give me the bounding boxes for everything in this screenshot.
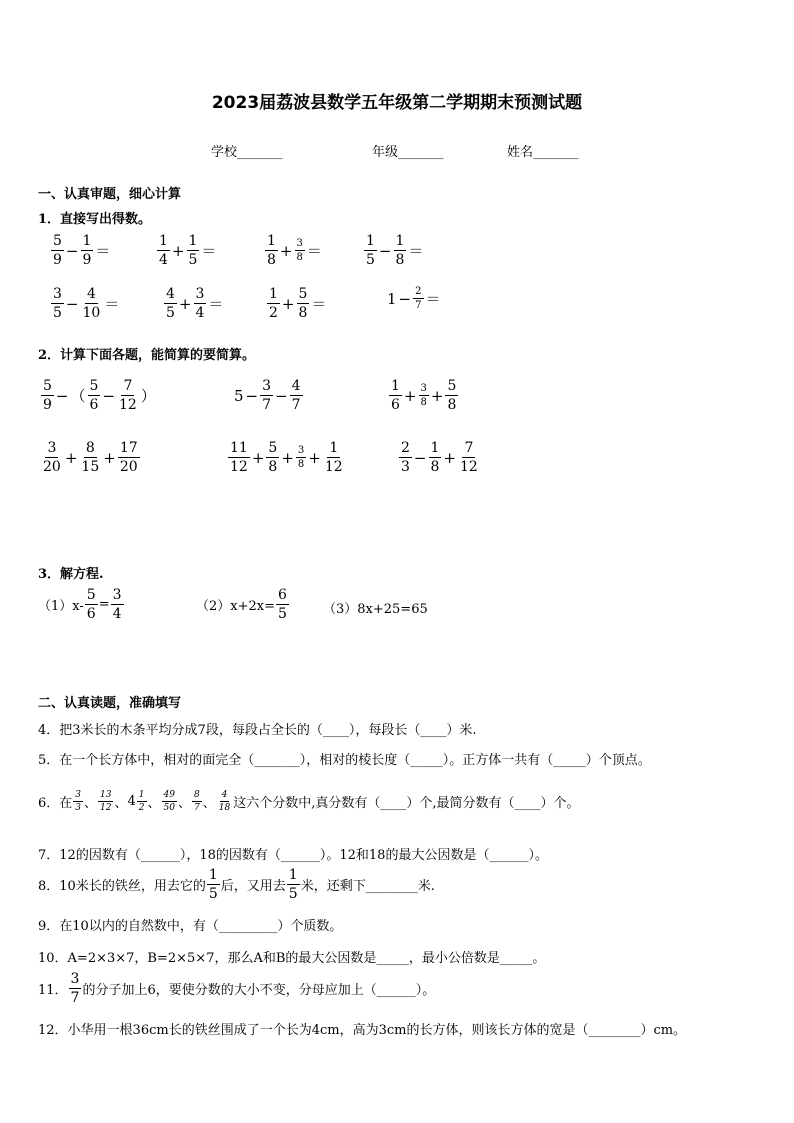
fraction (162, 790, 177, 813)
fraction (51, 286, 64, 321)
parenthesis: （ (70, 387, 86, 405)
q6 (38, 790, 579, 813)
numerator: 4 (221, 790, 228, 800)
denominator: 7 (194, 803, 200, 813)
equals-sign: ＝ (95, 242, 111, 260)
question-text: 后，又用去 (220, 879, 286, 894)
fraction (41, 440, 63, 475)
denominator: 20 (119, 459, 138, 475)
fraction (265, 233, 278, 268)
fraction (260, 378, 273, 413)
numerator: 5 (53, 233, 62, 249)
numerator: 5 (298, 286, 308, 302)
denominator: 8 (296, 252, 303, 263)
fraction (81, 286, 103, 321)
fraction (85, 587, 98, 622)
equals-sign: ＝ (201, 242, 217, 260)
fraction (164, 286, 177, 321)
fraction (111, 587, 124, 622)
fraction (276, 587, 289, 622)
denominator: 4 (195, 305, 205, 321)
denominator: 8 (298, 305, 308, 321)
numerator: 13 (100, 790, 112, 800)
denominator: 5 (53, 305, 62, 321)
equation-prefix: （1）x- (38, 599, 84, 614)
fraction (73, 790, 83, 813)
fraction (323, 440, 345, 475)
q2-expression-4 (40, 440, 141, 475)
whole-number: 4 (127, 794, 136, 809)
fraction (228, 440, 250, 475)
q9: 9．在10以内的自然数中，有（_________）个质数。 (38, 919, 343, 934)
page-title: 2023届荔波县数学五年级第二学期期末预测试题 (211, 93, 583, 113)
numerator: 1 (82, 233, 92, 249)
operator: + (171, 241, 185, 260)
question-text: 米，还剩下________米. (300, 879, 435, 894)
denominator: 9 (43, 397, 52, 413)
numerator: 3 (195, 286, 205, 302)
separator: 、 (147, 796, 161, 811)
operator: + (430, 386, 444, 405)
fraction (194, 286, 207, 321)
numerator: 1 (288, 867, 298, 883)
denominator: 3 (75, 803, 82, 813)
question-text: 的分子加上6，要使分数的大小不变，分母应加上（______）。 (82, 983, 436, 998)
numerator: 1 (159, 233, 168, 249)
denominator: 5 (208, 886, 218, 902)
fraction (118, 440, 140, 475)
operator: + (403, 386, 417, 405)
numerator: 2 (415, 286, 422, 297)
denominator: 4 (159, 252, 168, 268)
denominator: 9 (53, 252, 62, 268)
fraction (217, 790, 232, 813)
q3-title: 3．解方程. (38, 567, 104, 582)
denominator: 9 (82, 252, 92, 268)
denominator: 12 (460, 459, 478, 475)
numerator: 3 (262, 378, 272, 394)
q3-equation-2 (196, 587, 290, 622)
q8 (38, 867, 435, 902)
denominator: 4 (112, 606, 122, 622)
denominator: 8 (420, 397, 427, 408)
operator: − (275, 386, 288, 405)
question-text: 这六个分数中,真分数有（____）个,最简分数有（____）个。 (233, 796, 580, 811)
denominator: 8 (268, 459, 278, 475)
equals-sign: ＝ (311, 295, 327, 313)
operator: − (102, 386, 116, 405)
q2-expression-5 (227, 440, 346, 475)
equals-sign: ＝ (208, 295, 224, 313)
numerator: 5 (268, 440, 278, 456)
denominator: 12 (100, 803, 112, 813)
fraction (69, 971, 82, 1006)
q2-expression-2 (233, 378, 304, 413)
numerator: 1 (395, 233, 405, 249)
q3-equation-3: （3）8x+25=65 (323, 602, 428, 617)
q2-expression-3 (388, 378, 459, 413)
equals-sign: ＝ (408, 242, 424, 260)
fraction (419, 383, 429, 408)
numerator: 3 (47, 440, 57, 456)
school-field: 学校_______ (211, 145, 283, 160)
denominator: 8 (447, 397, 457, 413)
numerator: 3 (296, 238, 303, 249)
numerator: 1 (188, 233, 198, 249)
operator: − (378, 241, 392, 260)
denominator: 5 (278, 606, 287, 622)
equals-sign: = (98, 597, 110, 612)
denominator: 5 (288, 886, 298, 902)
fraction (51, 233, 64, 268)
denominator: 15 (81, 459, 100, 475)
numerator: 6 (278, 587, 287, 603)
numerator: 17 (119, 440, 138, 456)
operator: + (178, 294, 192, 313)
operator: − (413, 448, 427, 467)
q1-title: 1．直接写出得数。 (38, 212, 152, 227)
question-text: 6．在 (38, 796, 73, 811)
numerator: 4 (291, 378, 301, 394)
denominator: 18 (218, 803, 231, 813)
fraction (117, 378, 139, 413)
equals-sign: ＝ (425, 290, 441, 308)
numerator: 11 (230, 440, 248, 456)
equals-sign: ＝ (306, 242, 322, 260)
q1-item (156, 233, 217, 268)
denominator: 7 (415, 300, 422, 311)
q2-expression-6 (398, 440, 481, 475)
q1-row-2 (50, 286, 480, 328)
fraction (295, 238, 305, 263)
numerator: 1 (391, 378, 400, 394)
numerator: 7 (123, 378, 133, 394)
separator: 、 (114, 796, 128, 811)
grade-field: 年级_______ (372, 145, 444, 160)
fraction (297, 286, 310, 321)
numerator: 1 (329, 440, 339, 456)
operator: + (251, 448, 265, 467)
denominator: 3 (401, 459, 410, 475)
q1-item (50, 286, 120, 321)
numerator: 3 (75, 790, 82, 800)
numerator: 4 (86, 286, 96, 302)
numerator: 49 (163, 790, 175, 800)
denominator: 10 (82, 305, 101, 321)
denominator: 12 (324, 459, 343, 475)
fraction (287, 867, 300, 902)
numerator: 1 (269, 286, 278, 302)
numerator: 7 (464, 440, 474, 456)
numerator: 3 (53, 286, 62, 302)
numerator: 3 (297, 445, 305, 456)
denominator: 20 (43, 459, 61, 475)
fraction (399, 440, 412, 475)
fraction (81, 233, 94, 268)
numerator: 1 (366, 233, 375, 249)
denominator: 12 (119, 397, 137, 413)
numerator: 1 (430, 440, 440, 456)
numerator: 3 (420, 383, 427, 394)
denominator: 2 (138, 803, 145, 813)
numerator: 5 (89, 378, 99, 394)
denominator: 8 (267, 252, 276, 268)
fraction (207, 867, 220, 902)
operator: − (245, 386, 259, 405)
q2-title: 2．计算下面各题，能简算的要简算。 (38, 348, 256, 363)
fraction (88, 378, 101, 413)
operator: − (65, 241, 79, 260)
operator: + (279, 241, 293, 260)
whole-number: 1 (387, 289, 397, 308)
separator: 、 (84, 796, 98, 811)
question-text: 8．10米长的铁丝，用去它的 (38, 879, 206, 894)
fraction (458, 440, 480, 475)
operator: + (281, 294, 295, 313)
numerator: 3 (70, 971, 80, 987)
fraction (389, 378, 402, 413)
operator: + (281, 448, 294, 467)
fraction (394, 233, 407, 268)
numerator: 8 (194, 790, 200, 800)
separator: 、 (177, 796, 191, 811)
equation-prefix: （2）x+2x= (196, 599, 275, 614)
q1-item (363, 233, 424, 268)
question-number: 11． (38, 983, 68, 998)
numerator: 1 (208, 867, 218, 883)
fraction (296, 445, 306, 470)
numerator: 5 (43, 378, 52, 394)
q12: 12．小华用一根36cm长的铁丝围成了一个长为4cm，高为3cm的长方体，则该长方体的宽是（________）cm。 (38, 1023, 687, 1038)
q1-item (264, 233, 323, 268)
denominator: 7 (70, 990, 80, 1006)
q1-item (386, 286, 442, 311)
numerator: 5 (447, 378, 457, 394)
denominator: 12 (230, 459, 248, 475)
denominator: 5 (166, 305, 175, 321)
fraction (445, 378, 458, 413)
fraction (98, 790, 113, 813)
numerator: 5 (86, 587, 96, 603)
fraction (267, 286, 280, 321)
separator: 、 (202, 796, 216, 811)
denominator: 6 (89, 397, 99, 413)
section-1-heading: 一、认真审题，细心计算 (38, 187, 182, 202)
denominator: 2 (269, 305, 278, 321)
numerator: 2 (401, 440, 410, 456)
fraction (157, 233, 170, 268)
operator: + (103, 448, 116, 467)
fraction (187, 233, 200, 268)
denominator: 7 (262, 397, 272, 413)
fraction (41, 378, 54, 413)
q10: 10．A=2×3×7，B=2×5×7，那么A和B的最大公因数是_____，最小公倍数是_____。 (38, 951, 546, 966)
whole-number: 5 (234, 386, 244, 405)
denominator: 6 (391, 397, 400, 413)
fraction (79, 440, 101, 475)
q7: 7．12的因数有（______），18的因数有（______）。12和18的最大公因数是（______）。 (38, 848, 548, 863)
denominator: 5 (366, 252, 375, 268)
denominator: 6 (86, 606, 96, 622)
q4: 4．把3米长的木条平均分成7段，每段占全长的（____），每段长（____）米. (38, 723, 477, 738)
fraction (192, 790, 202, 813)
q1-item (163, 286, 224, 321)
q1-item (50, 233, 111, 268)
fraction (290, 378, 303, 413)
q5: 5．在一个长方体中，相对的面完全（_______），相对的棱长度（_____）。正方体一共有（_____）个顶点。 (38, 753, 651, 768)
denominator: 8 (430, 459, 440, 475)
q2-expression-1 (40, 378, 157, 413)
q1-row-1 (50, 233, 480, 275)
operator: − (65, 294, 79, 313)
fraction (266, 440, 279, 475)
operator: − (55, 386, 69, 405)
numerator: 3 (112, 587, 122, 603)
fraction (413, 286, 423, 311)
denominator: 8 (297, 459, 305, 470)
name-field: 姓名_______ (507, 145, 579, 160)
operator: + (64, 448, 78, 467)
section-2-heading: 二、认真读题，准确填写 (38, 696, 182, 711)
numerator: 8 (85, 440, 95, 456)
q3-equation-1 (38, 587, 125, 622)
numerator: 1 (138, 790, 145, 800)
denominator: 7 (291, 397, 301, 413)
q11 (38, 971, 435, 1006)
operator: + (443, 448, 456, 467)
operator: + (308, 448, 321, 467)
denominator: 8 (395, 252, 405, 268)
equals-sign: ＝ (104, 295, 120, 313)
denominator: 50 (163, 803, 175, 813)
operator: − (398, 289, 412, 308)
numerator: 1 (267, 233, 276, 249)
parenthesis: ） (140, 387, 156, 405)
q1-item (266, 286, 327, 321)
fraction (364, 233, 377, 268)
denominator: 5 (188, 252, 198, 268)
fraction (137, 790, 147, 813)
numerator: 4 (166, 286, 175, 302)
fraction (429, 440, 442, 475)
